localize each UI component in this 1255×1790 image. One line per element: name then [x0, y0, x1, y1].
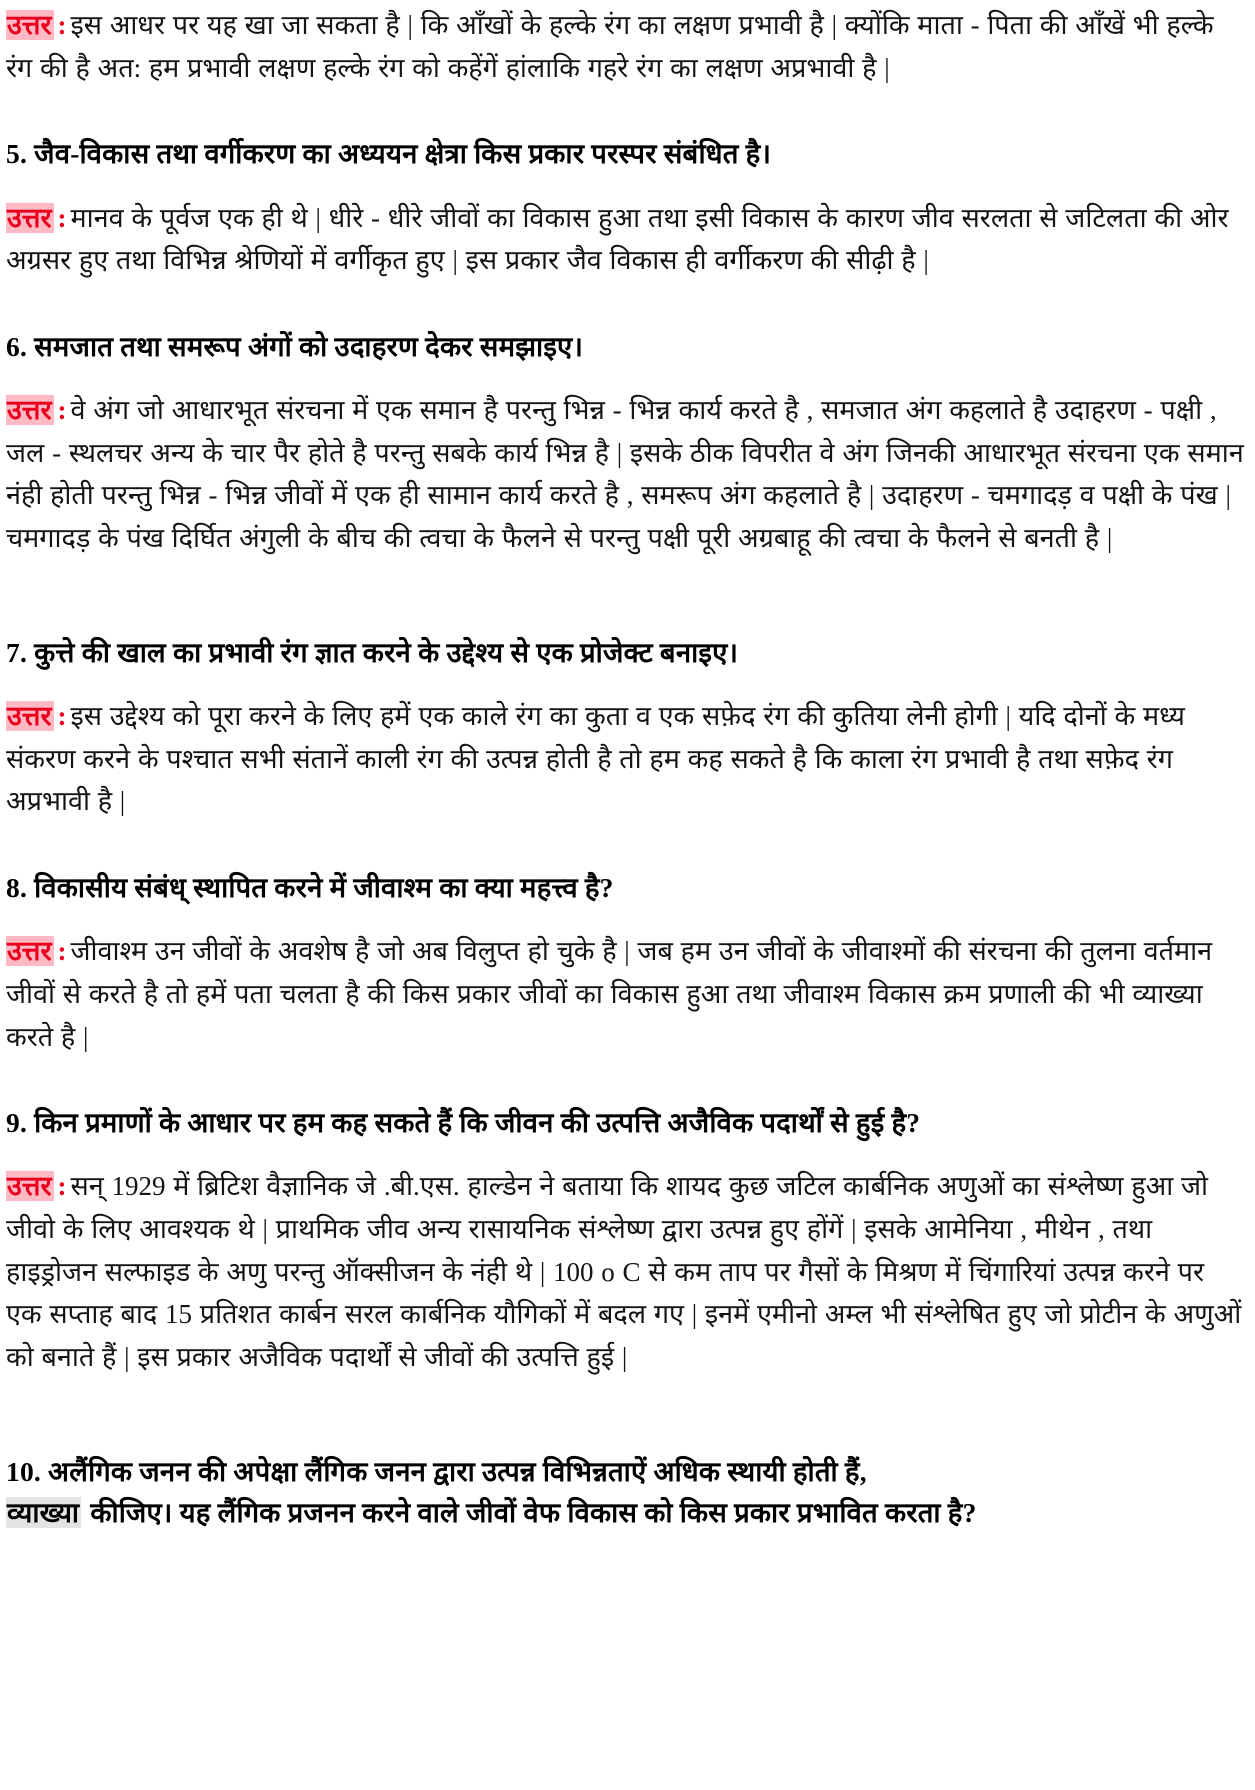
question-heading-7: 7. कुत्ते की खाल का प्रभावी रंग ज्ञात करने के उद्देश्य से एक प्रोजेक्ट बनाइए।	[6, 636, 739, 668]
answer-paragraph-8	[6, 930, 1245, 1058]
answer-colon-9: :	[57, 1171, 67, 1202]
spacer	[6, 288, 1245, 326]
answer-label-6: उत्तर	[7, 395, 52, 426]
answer-paragraph-4	[6, 4, 1245, 89]
answer-text-6: वे अंग जो आधारभूत संरचना में एक समान है परन्तु भिन्न - भिन्न कार्य करते है , समजात अंग कहलाते है उदाहरण - पक्षी , जल - स्थलचर अन्य के चार पैर होते है परन्तु सबके कार्य भिन्न है | इसके ठीक विपरीत वे अंग जिनकी आधारभूत संरचना एक समान नंही होती परन्तु भिन्न - भिन्न जीवों में एक ही सामान कार्य करते है , समरूप अंग कहलाते है | उदाहरण - चमगादड़ व पक्षी के पंख | चमगादड़ के पंख दिर्घित अंगुली के बीच की त्वचा के फैलने से परन्तु पक्षी पूरी अग्रबाहू की त्वचा के फैलने से बनती है |	[6, 395, 1244, 554]
qa-group-9	[6, 1102, 1245, 1379]
answer-label-4: उत्तर	[7, 10, 52, 40]
question-10-highlight-word: व्याख्या	[7, 1496, 80, 1528]
qa-group-10	[6, 1451, 1245, 1534]
answer-label-8: उत्तर	[7, 936, 52, 967]
answer-text-4: इस आधर पर यह खा जा सकता है | कि आँखों के हल्के रंग का लक्षण प्रभावी है | क्योंकि माता - पिता की आँखें भी हल्के रंग की है अत: हम प्रभावी लक्षण हल्के रंग को कहेंगें हांलाकि गहरे रंग का लक्षण अप्रभावी है |	[6, 10, 1214, 83]
answer-text-9: सन् 1929 में ब्रिटिश वैज्ञानिक जे .बी.एस. हाल्डेन ने बताया कि शायद कुछ जटिल कार्बनिक अणुओं का संश्लेष्ण हुआ जो जीवो के लिए आवश्यक थे | प्राथमिक जीव अन्य रासायनिक संश्लेष्ण द्वारा उत्पन्न हुए होंगें | इसके आमेनिया , मीथेन , तथा हाइड्रोजन सल्फाइड के अणु परन्तु ऑक्सीजन के नंही थे | 100 ο C से कम ताप पर गैसों के मिश्रण में चिंगारियां उत्पन्न करने पर एक सप्ताह बाद 15 प्रतिशत कार्बन सरल कार्बनिक यौगिकों में बदल गए | इनमें एमीनो अम्ल भी संश्लेषित हुए जो प्रोटीन के अणुओं को बनाते हैं | इस प्रकार अजैविक पदार्थों से जीवों की उत्पत्ति हुई |	[6, 1171, 1242, 1373]
answer-text-5: मानव के पूर्वज एक ही थे | धीरे - धीरे जीवों का विकास हुआ तथा इसी विकास के कारण जीव सरलता से जटिलता की ओर अग्रसर हुए तथा विभिन्न श्रेणियों में वर्गीकृत हुए | इस प्रकार जैव विकास ही वर्गीकरण की सीढ़ी है |	[6, 202, 1229, 276]
answer-paragraph-9	[6, 1165, 1245, 1378]
question-heading-5: 5. जैव-विकास तथा वर्गीकरण का अध्ययन क्षेत्रा किस प्रकार परस्पर संबंधित है।	[6, 138, 772, 170]
answer-paragraph-6	[6, 389, 1245, 560]
spacer	[6, 1143, 1245, 1165]
answer-colon-8: :	[57, 936, 67, 967]
qa-group-5	[6, 133, 1245, 282]
answer-colon-5: :	[57, 202, 67, 233]
qa-group-8	[6, 867, 1245, 1058]
spacer	[6, 95, 1245, 133]
spacer	[6, 367, 1245, 389]
answer-colon-7: :	[57, 701, 67, 731]
question-heading-6: 6. समजात तथा समरूप अंगों को उदाहरण देकर समझाइए।	[6, 330, 584, 362]
spacer	[6, 908, 1245, 930]
qa-group-6	[6, 326, 1245, 560]
qa-group-7	[6, 632, 1245, 823]
spacer	[6, 1064, 1245, 1102]
answer-label-9: उत्तर	[7, 1171, 52, 1202]
qa-group-4	[6, 4, 1245, 89]
answer-paragraph-7	[6, 695, 1245, 823]
answer-paragraph-5	[6, 197, 1245, 282]
spacer	[6, 829, 1245, 867]
answer-text-7: इस उद्देश्य को पूरा करने के लिए हमें एक काले रंग का कुता व एक सफ़ेद रंग की कुतिया लेनी होगी | यदि दोनों के मध्य संकरण करने के पश्चात सभी संतानें काली रंग की उत्पन्न होती है तो हम कह सकते है कि काला रंग प्रभावी है तथा सफ़ेद रंग अप्रभावी है |	[6, 701, 1185, 817]
answer-label-5: उत्तर	[7, 202, 52, 233]
question-heading-8: 8. विकासीय संबंध् स्थापित करने में जीवाश्म का क्या महत्त्व है?	[6, 871, 614, 903]
answer-label-7: उत्तर	[7, 701, 52, 731]
answer-colon-6: :	[57, 395, 67, 426]
spacer	[6, 566, 1245, 632]
question-heading-10-line-2	[6, 1492, 1245, 1533]
answer-colon-4: :	[57, 10, 67, 40]
spacer	[6, 673, 1245, 695]
answer-text-8: जीवाश्म उन जीवों के अवशेष है जो अब विलुप्त हो चुके है | जब हम उन जीवों के जीवाश्मों की संरचना की तुलना वर्तमान जीवों से करते है तो हमें पता चलता है की किस प्रकार जीवों का विकास हुआ तथा जीवाश्म विकास क्रम प्रणाली की भी व्याख्या करते है |	[6, 936, 1213, 1052]
question-10-line-2-rest: कीजिए। यह लैंगिक प्रजनन करने वाले जीवों वेफ विकास को किस प्रकार प्रभावित करता है?	[83, 1496, 977, 1528]
question-heading-9: 9. किन प्रमाणों के आधार पर हम कह सकते हैं कि जीवन की उत्पत्ति अजैविक पदार्थों से हुई है?	[6, 1107, 921, 1139]
spacer	[6, 175, 1245, 197]
spacer	[6, 1385, 1245, 1451]
question-heading-10-line-1: 10. अलैंगिक जनन की अपेक्षा लैंगिक जनन द्वारा उत्पन्न विभिन्नताऐं अधिक स्थायी होती हैं,	[6, 1455, 867, 1487]
